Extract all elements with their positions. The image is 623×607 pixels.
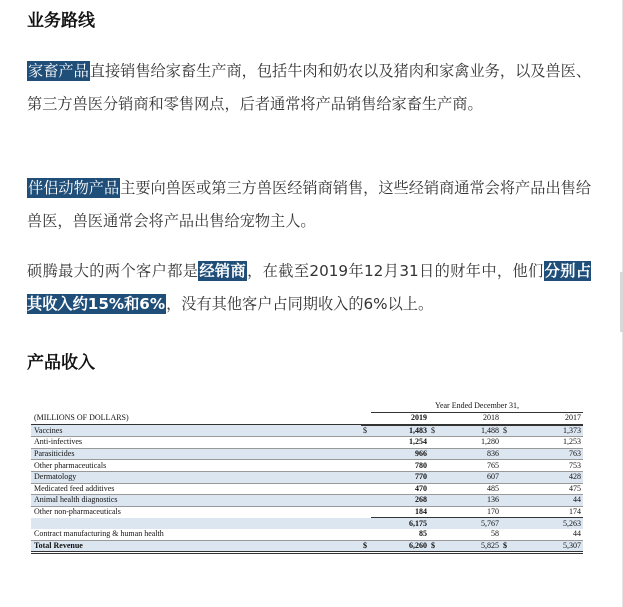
row-value-2017: 44	[511, 495, 583, 507]
total-label: Total Revenue	[31, 540, 361, 553]
row-value-2018: 1,488	[439, 425, 501, 437]
row-value-2018: 765	[439, 460, 501, 472]
table-year-2019: 2019	[371, 413, 429, 425]
row-value-2018: 607	[439, 471, 501, 483]
row-label: Vaccines	[31, 425, 361, 437]
row-value-2017: 174	[569, 507, 581, 517]
row-value-2019: 470	[371, 483, 429, 495]
section-title-product-revenue: 产品收入	[27, 353, 95, 373]
table-row	[31, 495, 583, 507]
subtotal-2018: 5,767	[439, 518, 501, 529]
highlight-livestock-products: 家畜产品	[28, 62, 89, 80]
table-year-2018: 2018	[439, 413, 501, 425]
total-2018: 5,825	[439, 540, 501, 553]
row-label: Parasiticides	[31, 448, 361, 460]
table-subtotal-row	[31, 518, 583, 529]
row-value-2018: 136	[439, 495, 501, 507]
table-row	[31, 448, 583, 460]
table-header-row	[31, 413, 583, 425]
row-label: Anti-infectives	[31, 437, 361, 449]
row-value-2018: 170	[487, 507, 499, 517]
row-label: Animal health diagnostics	[31, 495, 361, 507]
row-value-2019: 184	[415, 507, 427, 517]
table-row	[31, 483, 583, 495]
row-label: Other pharmaceuticals	[31, 460, 361, 472]
row-value-2018: 836	[439, 448, 501, 460]
row-value-2019: 1,254	[371, 437, 429, 449]
currency-symbol: $	[501, 425, 511, 437]
row-value-2018: 485	[439, 483, 501, 495]
table-row	[31, 437, 583, 449]
total-2017: 5,307	[511, 540, 583, 553]
row-value-2017: 1,373	[511, 425, 583, 437]
revenue-table	[31, 400, 583, 554]
row-value-2017: 1,253	[511, 437, 583, 449]
paragraph-companion-animal	[27, 172, 591, 238]
table-period-header: Year Ended December 31,	[371, 400, 583, 413]
row-label: Dermatology	[31, 471, 361, 483]
row-value-2019: 85	[371, 529, 429, 540]
table-row	[31, 425, 583, 437]
total-2019: 6,260	[371, 540, 429, 553]
table-year-2017: 2017	[511, 413, 583, 425]
highlight-companion-animal-products: 伴侣动物产品	[28, 179, 120, 197]
row-value-2019: 770	[371, 471, 429, 483]
paragraph-customers-text-2: ，在截至2019年12月31日的财年中，他们	[247, 262, 544, 280]
highlight-revenue-share: 分别占其收入约15%和6%	[27, 262, 591, 313]
row-label: Other non-pharmaceuticals	[34, 507, 121, 517]
paragraph-customers	[27, 255, 591, 321]
row-value-2017: 753	[511, 460, 583, 472]
row-label: Medicated feed additives	[31, 483, 361, 495]
row-value-2019: 1,483	[371, 425, 429, 437]
paragraph-livestock	[27, 55, 591, 121]
subtotal-2017: 5,263	[511, 518, 583, 529]
currency-symbol: $	[361, 425, 371, 437]
table-units-label: (MILLIONS OF DOLLARS)	[31, 413, 361, 425]
row-value-2019: 966	[371, 448, 429, 460]
table-row	[31, 460, 583, 472]
currency-symbol: $	[429, 540, 439, 553]
table-row	[31, 471, 583, 483]
row-value-2017: 475	[511, 483, 583, 495]
currency-symbol: $	[361, 540, 371, 553]
row-value-2019: 780	[371, 460, 429, 472]
section-title-business-lines: 业务路线	[27, 11, 95, 31]
paragraph-companion-animal-text: 主要向兽医或第三方兽医经销商销售，这些经销商通常会将产品出售给兽医，兽医通常会将产品出售给宠物主人。	[27, 179, 592, 230]
row-value-2018: 58	[439, 529, 501, 540]
subtotal-2019: 6,175	[371, 518, 429, 529]
highlight-distributors: 经销商	[199, 262, 247, 280]
table-total-row	[31, 540, 583, 553]
row-label: Contract manufacturing & human health	[31, 529, 361, 540]
table-period-row	[31, 400, 583, 413]
row-value-2017: 763	[511, 448, 583, 460]
row-value-2019: 268	[371, 495, 429, 507]
paragraph-livestock-text: 直接销售给家畜生产商，包括牛肉和奶农以及猪肉和家禽业务，以及兽医、第三方兽医分销商和零售网点，后者通常将产品销售给家畜生产商。	[27, 62, 592, 113]
currency-symbol: $	[501, 540, 511, 553]
currency-symbol: $	[429, 425, 439, 437]
paragraph-customers-text-1: 硕腾最大的两个客户都是	[27, 262, 199, 280]
table-row	[31, 506, 583, 518]
paragraph-customers-text-3: ，没有其他客户占同期收入的6%以上。	[166, 295, 434, 313]
row-value-2018: 1,280	[439, 437, 501, 449]
row-value-2017: 428	[511, 471, 583, 483]
row-value-2017: 44	[511, 529, 583, 540]
table-row	[31, 529, 583, 540]
